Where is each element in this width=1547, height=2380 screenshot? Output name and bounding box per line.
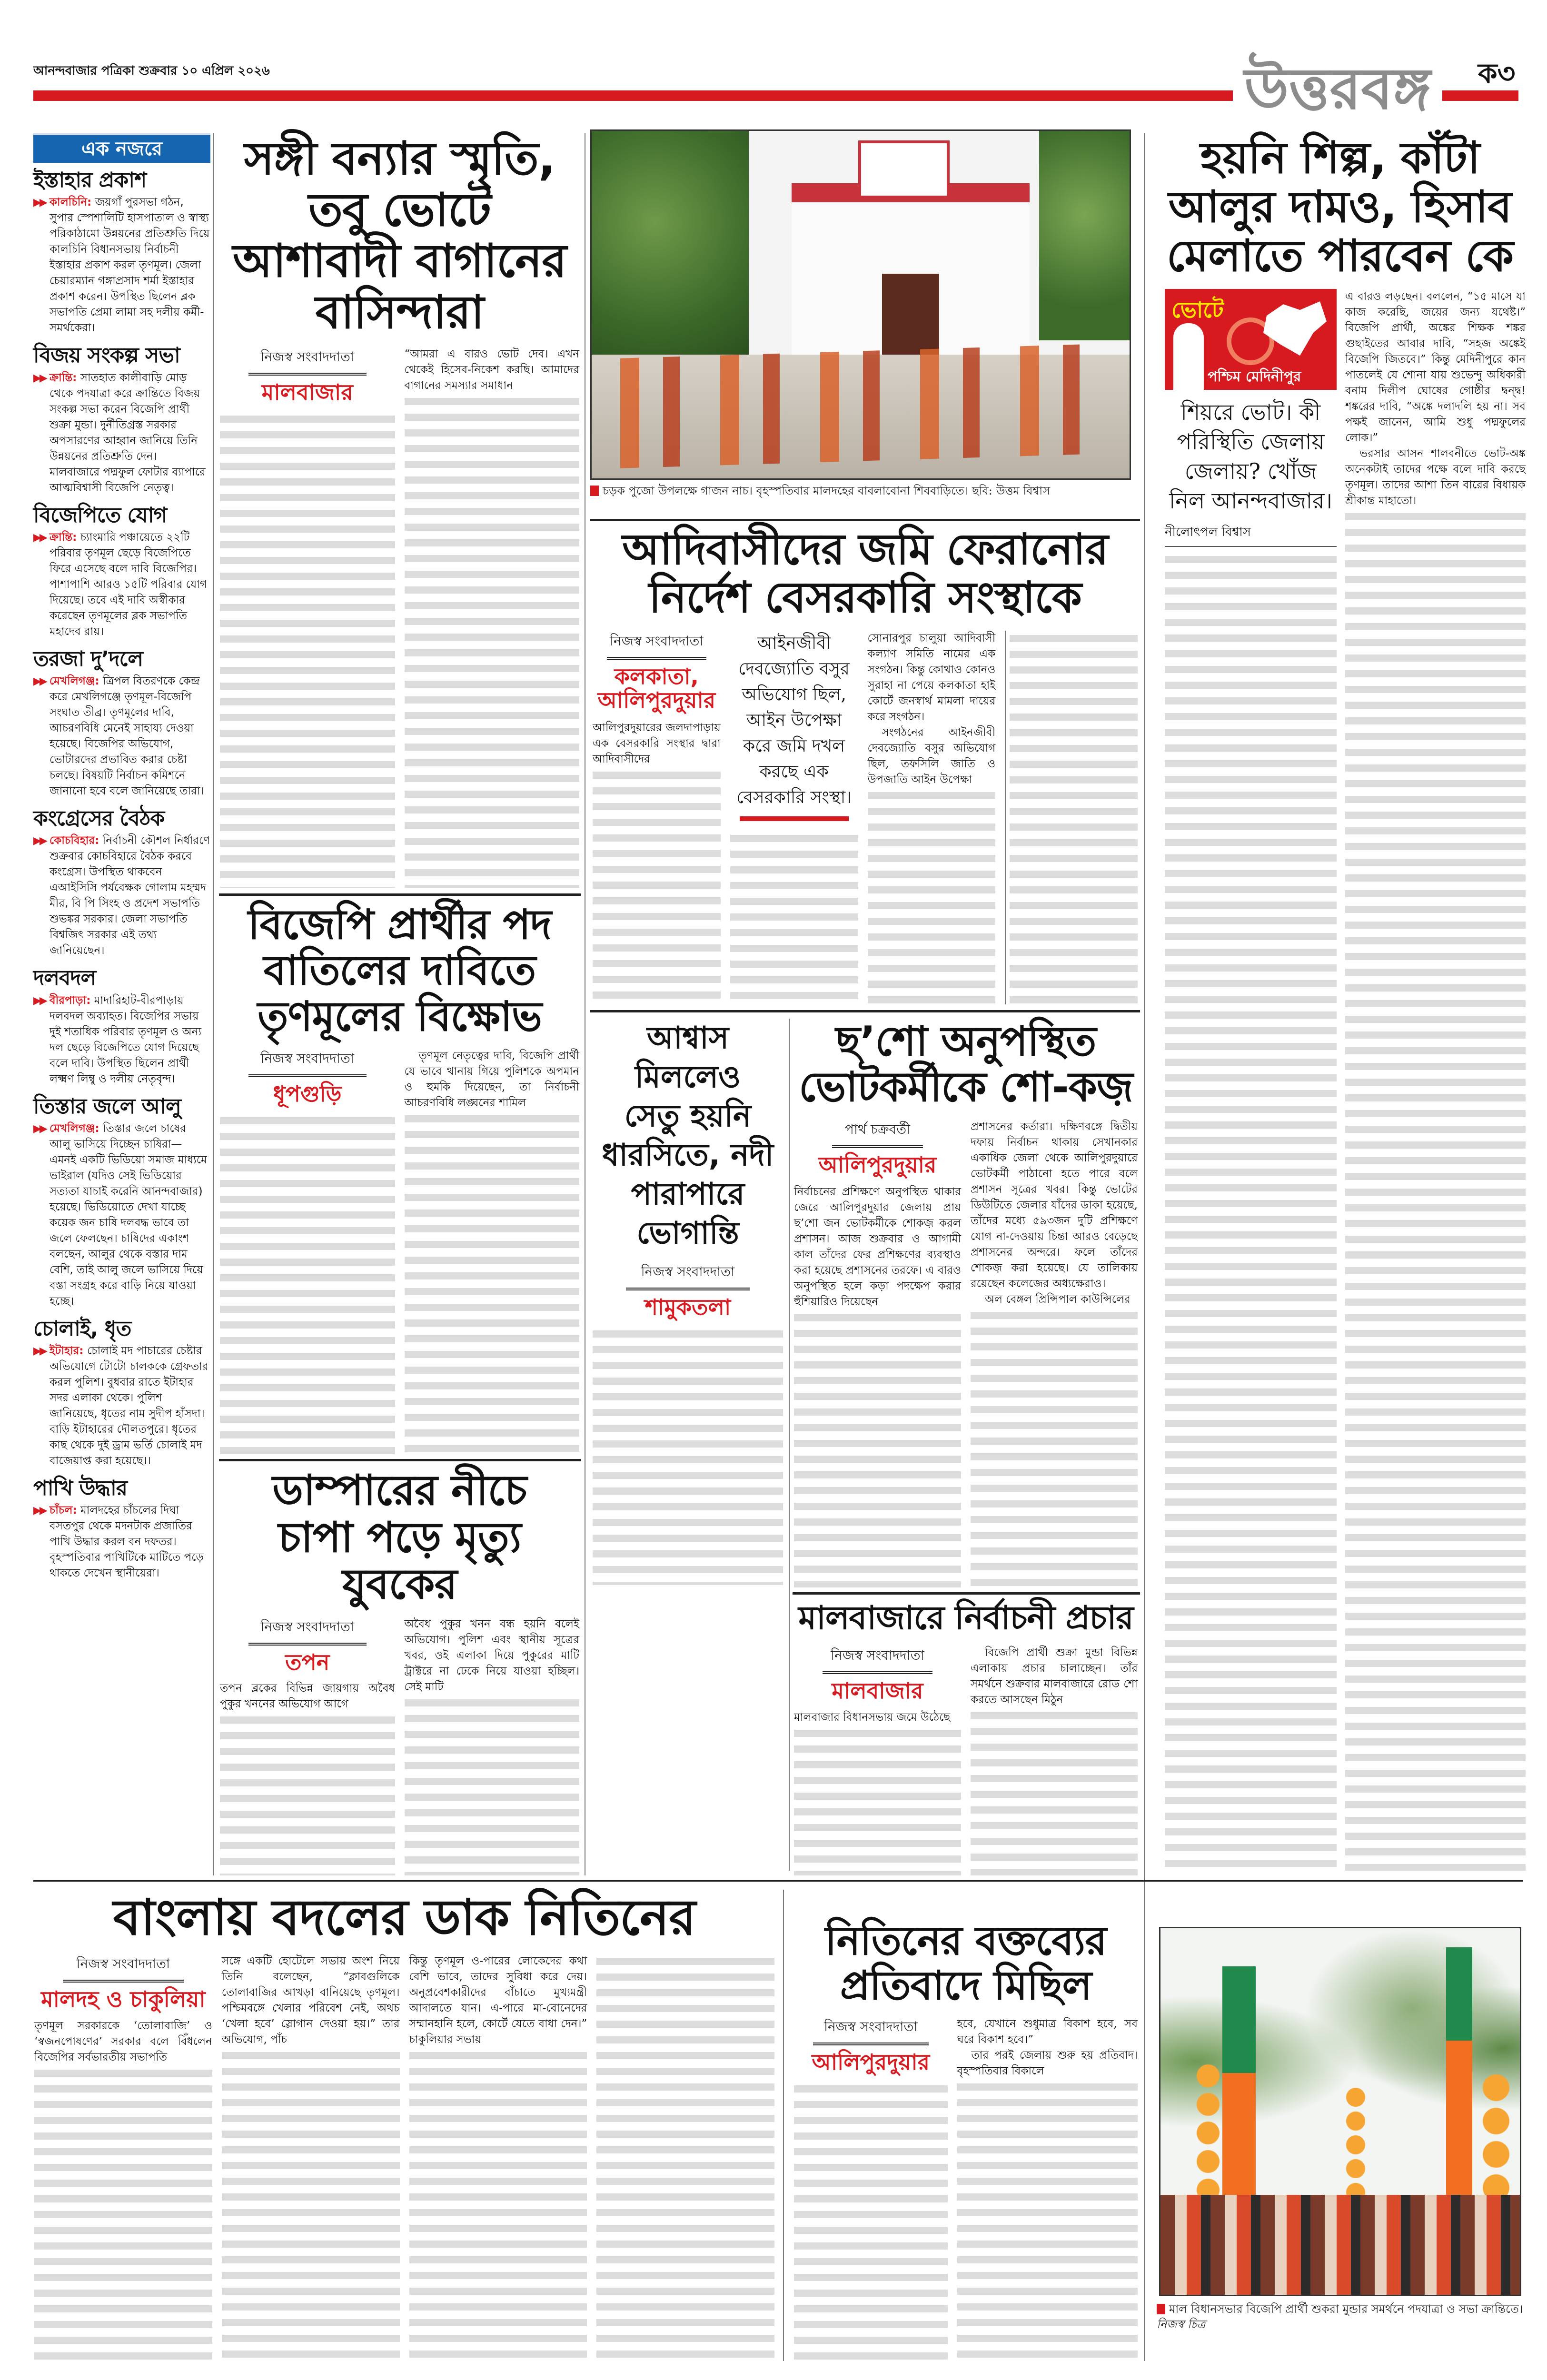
brief-heading: কংগ্রেসের বৈঠক <box>33 806 165 831</box>
story-showcause <box>794 1019 1138 1587</box>
article-text-lines <box>971 1708 1138 1875</box>
article-text-lines <box>868 788 996 1004</box>
story-adivasi-col3 <box>868 631 996 1004</box>
article-text-lines <box>220 411 395 888</box>
photo-gajan-dance <box>590 129 1131 480</box>
article-text-lines <box>1165 552 1337 1871</box>
dateline: শামুকতলা <box>645 1294 731 1320</box>
headline-line: ভোগান্তি <box>636 1216 739 1251</box>
story-malbazar-col2 <box>971 1645 1138 1875</box>
vote-series-logo <box>1165 289 1337 390</box>
article-text: আলিপুরদুয়ারের জলদাপাড়ায় এক বেসরকারি সংস্থার দ্বারা আদিবাসীদের <box>593 721 721 765</box>
brief-text: নির্বাচনী কৌশল নির্ধারণে শুক্রবার কোচবিহারে বৈঠক করবে কংগ্রেস। উপস্থিত থাকবেন এআইসিসি পর্যবেক্ষক গোলাম মহম্মদ মীর, বি পি সিংহ ও প্রদেশ সভাপতি শুভঙ্কর সরকার। জেলা সভাপতি বিশ্বজিৎ সরকার এই তথ্য জানিয়েছেন। <box>50 834 210 957</box>
headline-dumper: ডাম্পারের নীচে চাপা পড়ে মৃত্যু যুবকের <box>272 1466 527 1609</box>
article-text-lines <box>220 1113 395 1454</box>
article-text-lines <box>222 2048 400 2361</box>
column-rule <box>1144 133 1145 2361</box>
brief-text: চোলাই মদ পাচারের চেষ্টার অভিযোগে টোটো চালককে গ্রেফতার করল পুলিশ। বুধবার রাতে ইটাহার সদর এলাকা থেকে। পুলিশ জানিয়েছে, ধৃতের নাম সুদীপ হাঁসদা। বাড়ি ইটাহারের দৌলতপুরে। ধৃতের কাছ থেকে দুই ড্রাম ভর্তি চোলাই মদ বাজেয়াপ্ত করা হয়েছে।। <box>50 1345 208 1468</box>
story-nitin-col2 <box>222 1954 400 2361</box>
double-arrow-icon: ▶▶ <box>33 531 46 544</box>
deck-adivasi: আইনজীবী দেবজ্যোতি বসুর অভিযোগ ছিল, আইন উপেক্ষা করে জমি দখল করছে এক বেসরকারি সংস্থা। <box>736 633 852 807</box>
photo-flag <box>1446 1947 1472 2214</box>
article-text: সঙ্গে একটি হোটেলে সভায় অংশ নিয়ে তিনি বলেছেন, “ক্লাবগুলিকে তোলাবাজির আখড়া বানিয়েছে তৃণমূল। পশ্চিমবঙ্গে খেলার পরিবেশ নেই, অথচ ‘খেলা হবে’ স্লোগান দেওয়া হয়।” তার অভিযোগ, পাঁচ <box>221 1955 400 2046</box>
photo-crowd <box>1160 2195 1520 2295</box>
brief-item <box>33 504 210 640</box>
photo-temple-door <box>882 274 939 355</box>
article-text: বিজেপি প্রার্থী শুক্রা মুন্ডা বিভিন্ন এলাকায় প্রচার চালাচ্ছেন। তাঁর সমর্থনে শুক্রবার মালবাজারে রোড শো করতে আসছেন মিঠুন <box>971 1646 1138 1706</box>
brief-place: ইটাহার: <box>49 1345 84 1358</box>
story-nitin-col1 <box>34 1954 212 2361</box>
article-text: তৃণমূল সরকারকে ‘তোলাবাজি’ ও ‘স্বজনপোষণের’ সরকার বলে বিঁধলেন বিজেপির সর্বভারতীয় সভাপতি <box>34 2020 212 2064</box>
caption-text: চড়ক পুজো উপলক্ষে গাজন নাচ। বৃহস্পতিবার মালদহের বাবলাবোনা শিববাড়িতে। ছবি: উত্তম বিশ্বাস <box>603 484 1051 497</box>
logo-district-text: পশ্চিম মেদিনীপুর <box>1208 368 1301 386</box>
brief-place: মেখলিগঞ্জ: <box>49 675 99 688</box>
brief-place: ক্রান্তি: <box>49 371 77 384</box>
story-nitin-col3 <box>409 1954 587 2361</box>
section-rule <box>219 1459 581 1461</box>
section-rule <box>33 1880 1523 1882</box>
brief-item <box>33 1477 210 1581</box>
brief-heading: বিজেপিতে যোগ <box>33 503 167 527</box>
sidebar-at-a-glance <box>33 133 210 1589</box>
article-text-lines <box>794 1310 961 1587</box>
caption-marker-icon <box>1157 2304 1165 2314</box>
section-rule <box>590 1010 1140 1012</box>
photo-temple-spire <box>858 140 950 196</box>
story-adivasi-col4 <box>1005 631 1138 1004</box>
photo-trees-left <box>592 131 749 359</box>
article-text: তার পরই জেলায় শুরু হয় প্রতিবাদ। বৃহস্পতিবার বিকালে <box>957 2049 1138 2078</box>
story-adivasi-col2 <box>730 631 858 1004</box>
story-dumper-col1 <box>220 1616 395 1875</box>
headline-bagan: সঙ্গী বন্যার স্মৃতি, তবু ভোটে আশাবাদী বাগানের বাসিন্দারা <box>233 132 566 339</box>
article-text-lines <box>1010 631 1138 1004</box>
story-showcause-col1 <box>794 1119 961 1587</box>
headline-dhupguri: বিজেপি প্রার্থীর পদ বাতিলের দাবিতে তৃণমূলের বিক্ষোভ <box>248 901 552 1041</box>
story-nitin-col4 <box>596 1954 774 2361</box>
byline: নিজস্ব সংবাদদাতা <box>813 2016 929 2045</box>
dateline: আলিপুরদুয়ার <box>812 2049 930 2075</box>
section-rule <box>590 519 1140 521</box>
photo-trees-right <box>1039 131 1130 340</box>
caption-marker-icon <box>590 486 599 496</box>
brief-item <box>33 807 210 959</box>
byline: নিজস্ব সংবাদদাতা <box>626 1261 750 1290</box>
brief-item <box>33 966 210 1087</box>
article-text-lines <box>794 2081 948 2361</box>
double-arrow-icon: ▶▶ <box>33 1345 46 1358</box>
headline-line: মিললেও <box>635 1060 741 1095</box>
logo-vote-text: ভোটে <box>1171 297 1224 323</box>
article-text: সোনারপুর চালুয়া আদিবাসী কল্যাণ সমিতি নামের এক সংগঠন। কিন্তু কোথাও কোনও সুরাহা না পেয়ে কলকাতা হাই কোর্টে জনস্বার্থ মামলা দায়ের করে সংগঠন। <box>867 632 996 723</box>
story-nitin <box>34 1890 774 2361</box>
photo-credit: নিজস্ব চিত্র <box>1157 2318 1206 2331</box>
brief-heading: তরজা দু’দলে <box>33 646 143 671</box>
double-arrow-icon: ▶▶ <box>33 1505 46 1517</box>
brief-heading: দলবদল <box>33 966 96 991</box>
headline-line: পারাপারে <box>631 1177 745 1212</box>
story-protest-col1 <box>794 2016 948 2361</box>
double-arrow-icon: ▶▶ <box>33 197 46 209</box>
headline-line: সেতু হয়নি <box>624 1099 752 1134</box>
headline-showcause: ছ’শো অনুপস্থিত ভোটকর্মীকে শো-কজ় <box>799 1018 1133 1111</box>
headline-medinipur: হয়নি শিল্প, কাঁটা আলুর দামও, হিসাব মেলাতে পারবেন কে <box>1166 132 1514 282</box>
double-arrow-icon: ▶▶ <box>33 675 46 688</box>
article-text: কিন্তু তৃণমূল ও-পারের লোকেদের কথা বেশি ভাবে, তাদের সুবিধা করে দেয়। অনুপ্রবেশকারীদের বাঁচাতে মুখ্যমন্ত্রী আদালতে যান। এ-পারে মা-বোনেদের সম্মানহানি হলে, কোর্টে যেতে বাধা দেন।” চাকুলিয়ার সভায় <box>409 1955 587 2046</box>
deck-medinipur: শিয়রে ভোট। কী পরিস্থিতি জেলায় জেলায়? খোঁজ নিল আনন্দবাজার। <box>1169 399 1332 514</box>
byline: নীলোৎপল বিশ্বাস <box>1165 522 1337 547</box>
story-protest-col2 <box>957 2016 1138 2361</box>
article-text-lines <box>34 2065 212 2361</box>
article-text: তপন ব্লকের বিভিন্ন জায়গায় অবৈধ পুকুর খননের অভিযোগ আগে <box>220 1682 395 1711</box>
article-text-lines <box>1345 509 1526 1871</box>
page-number: ক৩ <box>1478 57 1516 89</box>
story-adivasi <box>593 526 1138 1004</box>
brief-heading: বিজয় সংকল্প সভা <box>33 343 180 368</box>
paper-date: আনন্দবাজার পত্রিকা শুক্রবার ১০ এপ্রিল ২০২৬ <box>33 64 270 78</box>
double-arrow-icon: ▶▶ <box>33 1122 46 1135</box>
brief-item <box>33 647 210 799</box>
article-text-lines <box>409 2048 587 2361</box>
article-text-lines <box>596 1954 774 2361</box>
byline: পার্থ চক্রবর্তী <box>832 1119 923 1148</box>
story-bagan-col1 <box>220 347 395 888</box>
dateline: আলিপুরদুয়ার <box>818 1151 937 1178</box>
article-text: তৃণমূল নেতৃত্বের দাবি, বিজেপি প্রার্থী যে ভাবে থানায় গিয়ে পুলিশকে অপমান ও হুমকি দিয়েছেন, তা নির্বাচনী আচরণবিধি লঙ্ঘনের শামিল <box>404 1049 579 1109</box>
story-dhupguri-col1 <box>220 1048 395 1454</box>
article-text: মালবাজার বিধানসভায় জমে উঠেছে <box>794 1711 951 1724</box>
sidebar-title: এক নজরে <box>33 133 210 163</box>
article-text-lines <box>593 767 721 1004</box>
story-dumper-col2 <box>405 1616 580 1875</box>
story-medinipur-col2 <box>1345 289 1526 1871</box>
story-protest <box>794 1918 1138 2361</box>
column-rule <box>789 1019 790 1871</box>
inked-finger-icon <box>1173 323 1204 390</box>
brief-heading: চোলাই, ধৃত <box>33 1316 131 1341</box>
article-text: প্রশাসনের কর্তারা। দক্ষিণবঙ্গে দ্বিতীয় দফায় নির্বাচন থাকায় সেখানকার একাধিক জেলা থেকে আলিপুরদুয়ারে ভোটকর্মী পাঠানো হতে পারে বলে প্রশাসন সূত্রের খবর। কিন্তু ভোটের ডিউটিতে জেলার যাঁদের ডাকা হয়েছে, তাঁদের মধ্যে ৫৯৩জন দুটি প্রশিক্ষণে যোগ না-দেওয়ায় চিন্তা আরও বেড়েছে প্রশাসনের অন্দরে। ফলে তাঁদের শোকজ় করা হয়েছে। যে তালিকায় রয়েছেন কলেজের অধ্যক্ষেরাও। <box>971 1120 1138 1290</box>
story-medinipur-col1 <box>1154 289 1337 1871</box>
article-text-lines <box>957 2079 1138 2361</box>
brief-heading: তিস্তার জলে আলু <box>33 1094 181 1119</box>
brief-text: ত্রিপল বিতরণকে কেন্দ্র করে মেখলিগঞ্জে তৃণমূল-বিজেপি সংঘাত তীব্র। তৃণমূলের দাবি, আচরণবিধি মেনেই সাহায্য দেওয়া হয়েছে। বিজেপির অভিযোগ, ভোটারদের প্রভাবিত করার চেষ্টা চলছে। বিষয়টি নির্বাচন কমিশনে জানানো হবে বলে জানিয়েছে তারা। <box>50 675 204 798</box>
story-showcause-col2 <box>971 1119 1138 1587</box>
brief-text: তিস্তার জলে চাষের আলু ভাসিয়ে দিচ্ছেন চাষিরা— এমনই একটি ভিডিয়ো সমাজ মাধ্যমে ভাইরাল (যদিও সেই ভিডিয়োর সত্যতা যাচাই করেনি আনন্দবাজার) হয়েছে। ভিডিয়োতে দেখা যাচ্ছে কয়েক জন চাষি দলবদ্ধ ভাবে তা জলে ফেলছেন। চাষিদের একাংশ বলছেন, আলুর থেকে বস্তার দাম বেশি, তাই আলু জলে ভাসিয়ে দিয়ে বস্তা সংগ্রহ করে বাড়ি নিয়ে যাওয়া হচ্ছে। <box>50 1122 207 1308</box>
section-rule <box>219 893 581 896</box>
column-rule <box>783 1890 784 2361</box>
brief-place: কোচবিহার: <box>49 834 99 847</box>
double-arrow-icon: ▶▶ <box>33 835 46 847</box>
article-text: “আমরা এ বারও ভোট দেব। এখন থেকেই হিসেব-নিকেশ করছি। আমাদের বাগানের সমস্যার সমাধান <box>404 348 579 392</box>
brief-text: চ্যাংমারি পঞ্চায়েতে ২২টি পরিবার তৃণমূল ছেড়ে বিজেপিতে ফিরে এসেছে বলে দাবি বিজেপির। পাশাপাশি আরও ১৫টি পরিবার যোগ দিয়েছে। তবে এই দাবি অস্বীকার করেছেন তৃণমূলের ব্লক সভাপতি মহাদেব রায়। <box>50 531 207 638</box>
story-adivasi-col1 <box>593 631 721 1004</box>
headline-malbazar: মালবাজারে নির্বাচনী প্রচার <box>798 1599 1133 1637</box>
story-bagan-col2 <box>405 347 580 888</box>
article-text-lines <box>405 1111 580 1454</box>
brief-heading: পাখি উদ্ধার <box>33 1476 127 1501</box>
story-dumper <box>220 1467 579 1875</box>
byline: নিজস্ব সংবাদদাতা <box>248 1048 367 1077</box>
article-text: অবৈধ পুকুর খনন বন্ধ হয়নি বলেই অভিযোগ। পুলিশ এবং স্থানীয় সূত্রের খবর, ওই এলাকা দিয়ে পুকুরের মাটি ট্রাক্টরে না ঢেকে নিয়ে যাওয়া হচ্ছিল। সেই মাটি <box>404 1617 579 1693</box>
column-rule <box>213 133 214 1875</box>
dateline: মালদহ ও চাকুলিয়া <box>41 1986 206 2013</box>
story-dharsi <box>593 1019 783 1585</box>
dateline: ধূপগুড়ি <box>273 1081 342 1107</box>
article-text: সংগঠনের আইনজীবী দেবজ্যোতি বসুর অভিযোগ ছিল, তফসিলি জাতি ও উপজাতি আইন উপেক্ষা <box>867 726 996 786</box>
brief-item <box>33 1095 210 1309</box>
byline: নিজস্ব সংবাদদাতা <box>248 1616 367 1646</box>
double-arrow-icon: ▶▶ <box>33 994 46 1007</box>
article-text: এ বারও লড়ছেন। বললেন, “১৫ মাসে যা কাজ করেছি, জয়ের জন্য যথেষ্ট।” বিজেপি প্রার্থী, অঙ্কের শিক্ষক শঙ্কর গুছাইতের আবার দাবি, “সহজ অঙ্কেই বিজেপি জিতবে।” কিন্তু মেদিনীপুরে কান পাতলেই যে শোনা যায় শুভেন্দু অধিকারী বনাম দিলীপ ঘোষের গোষ্ঠীর দ্বন্দ্ব! শঙ্করের দাবি, “অঙ্কে দলাদলি হয় না। সব পক্ষই জানেন, আমি শুধু পদ্মফুলের লোক।” <box>1345 290 1526 445</box>
brief-text: জয়গাঁ পুরসভা গঠন, সুপার স্পেশালিটি হাসপাতাল ও স্বাস্থ্য পরিকাঠামো উন্নয়নের প্রতিশ্রুতি দিয়ে কালচিনি বিধানসভায় নির্বাচনী ইস্তাহার প্রকাশ করল তৃণমূল। জেলা চেয়ারম্যান গঙ্গাপ্রসাদ শর্মা ইস্তাহার প্রকাশ করেন। উপস্থিত ছিলেন ব্লক সভাপতি প্রেমা লামা সহ দলীয় কর্মী-সমর্থকেরা। <box>50 196 210 335</box>
brief-item <box>33 344 210 496</box>
brief-place: চাঁচল: <box>49 1504 77 1517</box>
headline-line: ধারসিতে, নদী <box>602 1138 774 1173</box>
headline-nitin: বাংলায় বদলের ডাক নিতিনের <box>113 1888 696 1946</box>
photo-bjp-rally <box>1159 1927 1521 2296</box>
brief-text: মাদারিহাট-বীরপাড়ায় দলবদল অব্যাহত। বিজেপির সভায় দুই শতাধিক পরিবার তৃণমূল ও অন্য দল ছেড়ে বিজেপিতে যোগ দিয়েছে বলে দাবি। উপস্থিত ছিলেন প্রার্থী লক্ষ্মণ লিম্বু ও দলীয় নেতৃবৃন্দ। <box>50 994 201 1085</box>
photo-caption-bottom <box>1157 2301 1523 2332</box>
photo-caption-top <box>590 483 1138 498</box>
headline-protest: নিতিনের বক্তব্যের প্রতিবাদে মিছিল <box>825 1917 1107 2009</box>
double-arrow-icon: ▶▶ <box>33 372 46 384</box>
brief-text: মালদহের চাঁচলের দিঘা বসতপুর থেকে মদনটাক প্রজাতির পাখি উদ্ধার করল বন দফতর। বৃহস্পতিবার পাখিটিকে মাটিতে পড়ে থাকতে দেখেন স্থানীয়েরা। <box>50 1504 204 1580</box>
header-red-bar <box>33 90 1233 101</box>
brief-item <box>33 169 210 336</box>
brief-place: মেখলিগঞ্জ: <box>49 1122 99 1135</box>
photo-flag <box>1222 1966 1256 2233</box>
article-text-lines <box>405 1695 580 1875</box>
article-text-lines <box>971 1308 1138 1587</box>
caption-text: মাল বিধানসভার বিজেপি প্রার্থী শুকরা মুন্ডার সমর্থনে পদযাত্রা ও সভা ক্রান্তিতে। <box>1169 2302 1523 2316</box>
article-text-lines <box>405 394 580 888</box>
story-malbazar-col1 <box>794 1645 961 1875</box>
dateline: মালবাজার <box>832 1678 923 1704</box>
article-text: হবে, যেখানে শুধুমাত্র বিকাশ হবে, সব ঘরে বিকাশ হবে।” <box>957 2018 1138 2046</box>
article-text: নির্বাচনের প্রশিক্ষণে অনুপস্থিত থাকার জেরে আলিপুরদুয়ার জেলায় প্রায় ছ’শো জন ভোটকর্মীকে শোকজ় করল প্রশাসন। আজ শুক্রবার ও আগামী কাল তাঁদের ফের প্রশিক্ষণের ব্যবস্থাও করা হয়েছে প্রশাসনের তরফে। এ বারও অনুপস্থিত হলে কড়া পদক্ষেপ করার হুঁশিয়ারিও দিয়েছেন <box>794 1186 961 1309</box>
headline-line: আশ্বাস <box>646 1021 729 1056</box>
brief-text: সাতহাত কালীবাড়ি মোড় থেকে পদযাত্রা করে ক্রান্তিতে বিজয় সংকল্প সভা করেন বিজেপি প্রার্থী শুক্রা মুন্ডা। দুর্নীতিগ্রস্ত সরকার অপসারণের আহ্বান জানিয়ে তিনি উন্নয়নের প্রতিশ্রুতি দেন। মালবাজারে পদ্মফুল ফোটার ব্যাপারে আত্মবিশ্বাসী বিজেপি নেতৃত্ব। <box>50 371 206 494</box>
article-text-lines <box>794 1726 961 1875</box>
article-text-lines <box>730 831 858 1004</box>
headline-adivasi: আদিবাসীদের জমি ফেরানোর নির্দেশ বেসরকারি সংস্থাকে <box>622 525 1108 623</box>
article-text-lines <box>220 1712 395 1875</box>
deck-red-rule <box>740 816 849 821</box>
brief-heading: ইস্তাহার প্রকাশ <box>33 168 147 192</box>
story-medinipur <box>1154 133 1526 1871</box>
byline: নিজস্ব সংবাদদাতা <box>823 1645 932 1674</box>
brief-place: বীরপাড়া: <box>49 994 91 1007</box>
byline: নিজস্ব সংবাদদাতা <box>63 1954 184 1983</box>
section-rule <box>793 1592 1140 1595</box>
story-dhupguri <box>220 902 579 1454</box>
byline: নিজস্ব সংবাদদাতা <box>607 631 706 660</box>
brief-item <box>33 1317 210 1469</box>
dateline: মালবাজার <box>261 379 353 406</box>
story-dharsi-col <box>593 1261 783 1585</box>
story-dhupguri-col2 <box>405 1048 580 1454</box>
dateline: তপন <box>285 1649 330 1675</box>
byline: নিজস্ব সংবাদদাতা <box>248 347 367 376</box>
article-text-lines <box>593 1326 783 1585</box>
brief-place: ক্রান্তি: <box>49 531 77 544</box>
story-malbazar <box>794 1600 1138 1875</box>
story-bagan <box>220 133 579 888</box>
brief-place: কালচিনি: <box>49 196 92 209</box>
article-text: ভরসার আসন শালবনীতে ভোট-অঙ্ক অনেকটাই তাদের পক্ষে বলে দাবি করছে তৃণমূল। তাদের আশা তিন বারের বিধায়ক শ্রীকান্ত মাহাতো। <box>1345 447 1526 507</box>
article-text: অল বেঙ্গল প্রিন্সিপাল কাউন্সিলের <box>985 1293 1130 1306</box>
section-title: উত্তরবঙ্গ <box>1244 56 1431 122</box>
dateline: কলকাতা, আলিপুরদুয়ার <box>597 663 716 714</box>
headline-dharsi <box>593 1019 783 1253</box>
